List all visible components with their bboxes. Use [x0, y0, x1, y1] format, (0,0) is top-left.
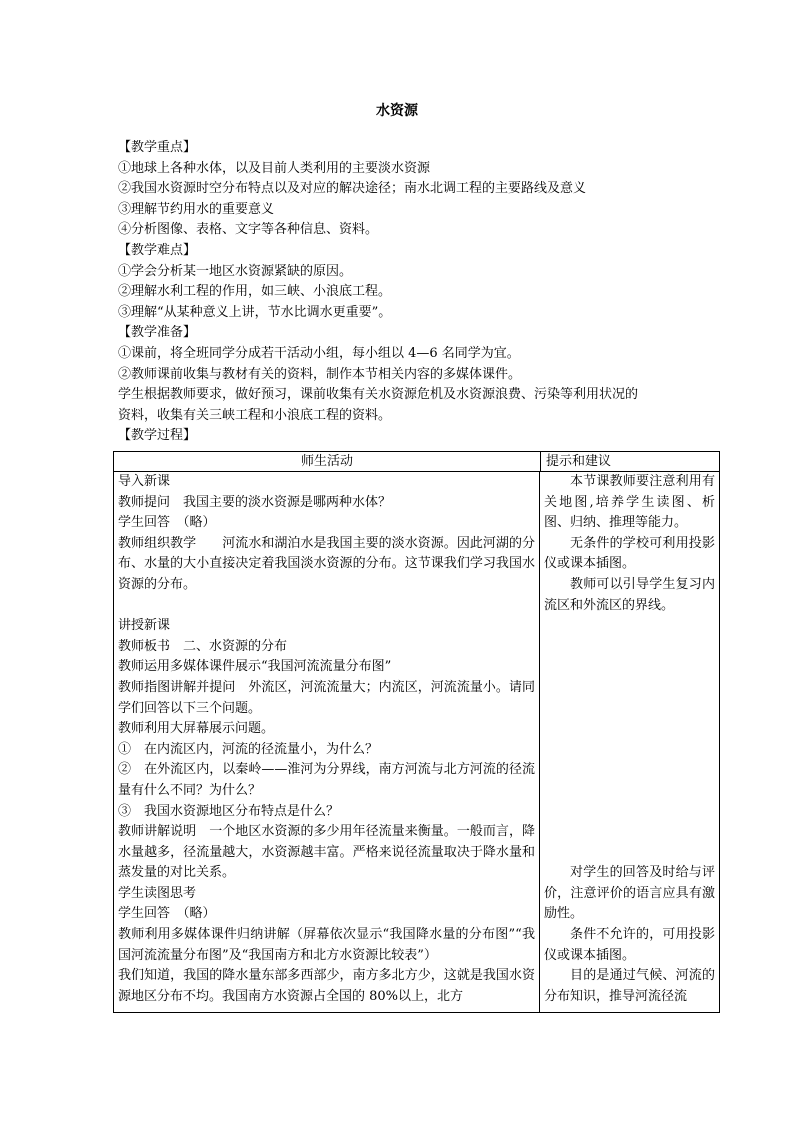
lesson-table [113, 451, 720, 1013]
text-line: 教师利用大屏幕展示问题。 [118, 721, 275, 737]
suggestion-paragraph: 无条件的学校可利用投影仪或课本插图。 [544, 535, 715, 572]
text-line: 导入新课 [118, 474, 171, 489]
text-line: 资料，收集有关三峡工程和小浪底工程的资料。 [118, 407, 392, 423]
text-line: ①学会分析某一地区水资源紧缺的原因。 [118, 263, 353, 279]
text-line: 教师提问 我国主要的淡水资源是哪两种水体？ [118, 494, 392, 510]
heading-key-points: 【教学重点】 [118, 140, 197, 155]
text-line: 教师板书 二、水资源的分布 [118, 638, 288, 654]
suggestion-paragraph: 目的是通过气候、河流的分布知识，推导河流径流 [544, 968, 715, 1004]
text-line: ③理解“从某种意义上讲，节水比调水更重要”。 [118, 304, 392, 320]
suggestion-paragraph: 对学生的回答及时给与评价，注意评价的语言应具有激励性。 [544, 865, 715, 922]
heading-difficulties: 【教学难点】 [118, 242, 197, 258]
suggestion-paragraph: 教师可以引导学生复习内流区和外流区的界线。 [544, 576, 715, 613]
text-line: ①地球上各种水体，以及目前人类利用的主要淡水资源 [118, 160, 431, 176]
text-line: 学生根据教师要求，做好预习，课前收集有关水资源危机及水资源浪费、污染等利用状况的 [118, 387, 639, 403]
heading-process: 【教学过程】 [118, 428, 197, 444]
text-line: ②教师课前收集与教材有关的资料，制作本节相关内容的多媒体课件。 [118, 366, 522, 382]
text-line: 学生回答 （略） [118, 515, 216, 531]
text-paragraph: 我们知道，我国的降水量东部多西部少，南方多北方少，这就是我国水资源地区分布不均。我国南方水资源占全国的 80%以上，北方 [118, 968, 535, 1004]
blank-line [118, 596, 535, 617]
table-body [114, 472, 719, 1013]
text-line: ②我国水资源时空分布特点以及对应的解决途径；南水北调工程的主要路线及意义 [118, 181, 587, 197]
text-line: 学生读图思考 [118, 885, 197, 901]
text-line: ②理解水利工程的作用，如三峡、小浪底工程。 [118, 284, 392, 300]
intro-section [118, 138, 718, 447]
text-line: 讲授新课 [118, 618, 171, 634]
suggestion-paragraph: 条件不允许的，可用投影仪或课本插图。 [544, 926, 715, 963]
heading-preparation: 【教学准备】 [118, 325, 197, 341]
spacer [544, 616, 715, 863]
question-item: ① 在内流区内，河流的径流量小，为什么？ [118, 741, 379, 757]
col-header-suggestions: 提示和建议 [546, 454, 612, 469]
text-line: 教师运用多媒体课件展示“我国河流流量分布图” [118, 659, 392, 675]
document-title: 水资源 [376, 103, 418, 119]
text-paragraph: 教师利用多媒体课件归纳讲解（屏幕依次显示“我国降水量的分布图”“我国河流流量分布图”及“我国南方和北方水资源比较表”） [118, 927, 535, 963]
text-line: ④分析图像、表格、文字等各种信息、资料。 [118, 222, 379, 238]
suggestions-cell [540, 472, 719, 1013]
activities-cell [114, 472, 540, 1013]
question-item: ② 在外流区内，以秦岭——淮河为分界线，南方河流与北方河流的径流量有什么不同？为什么？ [118, 762, 535, 798]
text-paragraph: 教师指图讲解并提问 外流区，河流流量大；内流区，河流流量小。请同学们回答以下三个问题。 [118, 679, 535, 716]
suggestion-paragraph: 本节课教师要注意利用有关地图,培养学生读图、析图、归纳、推理等能力。 [544, 474, 715, 531]
text-line: ③理解节约用水的重要意义 [118, 201, 275, 217]
col-header-activities: 师生活动 [114, 452, 541, 471]
text-paragraph: 教师讲解说明 一个地区水资源的多少用年径流量来衡量。一般而言，降水量越多，径流量越大，水资源越丰富。严格来说径流量取决于降水量和蒸发量的对比关系。 [118, 824, 535, 881]
text-line: 学生回答 （略） [118, 906, 216, 922]
text-paragraph: 教师组织教学 河流水和湖泊水是我国主要的淡水资源。因此河湖的分布、水量的大小直接决定着我国淡水资源的分布。这节课我们学习我国水资源的分布。 [118, 535, 535, 592]
question-item: ③ 我国水资源地区分布特点是什么？ [118, 803, 340, 819]
text-line: ①课前，将全班同学分成若干活动小组，每小组以 4—6 名同学为宜。 [118, 345, 520, 361]
table-header [114, 452, 719, 472]
